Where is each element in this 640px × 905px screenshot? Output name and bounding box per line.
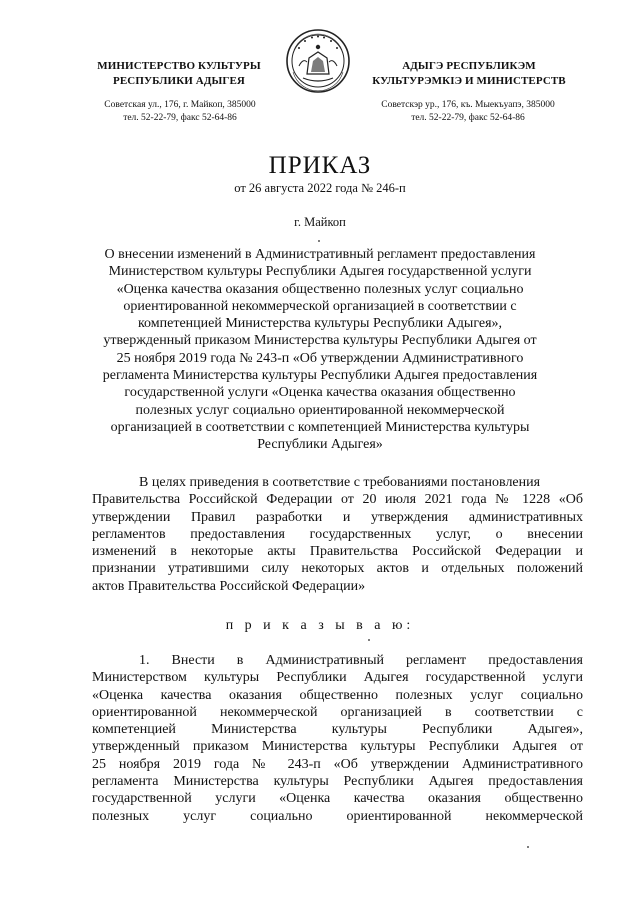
subject-line: 25 ноября 2019 года № 243-п «Об утверждении Административного	[116, 350, 524, 366]
document-date: от 26 августа 2022 года № 246-п	[234, 181, 406, 195]
document-title: ПРИКАЗ	[268, 152, 372, 179]
header-left-line: РЕСПУБЛИКИ АДЫГЕЯ	[113, 75, 245, 87]
item-1-line: «Оценка качества оказания общественно полезных услуг социально	[92, 687, 583, 703]
item-1-line: ориентированной некоммерческой организацией в соответствии с	[92, 704, 583, 720]
address-adyghe	[343, 99, 593, 125]
ministry-name-russian	[54, 59, 304, 89]
item-1-line: государственной услуги «Оценка качества оказания общественно	[92, 791, 583, 807]
document-city: г. Майкоп	[294, 215, 346, 229]
header-right-line: КУЛЬТУРЭМКIЭ И МИНИСТЕРСТВ	[372, 75, 566, 87]
preamble-line: утверждении Правил разработки и утверждения административных	[92, 509, 583, 525]
preamble-line: регламентов предоставления государственных услуг, о внесении	[92, 526, 583, 542]
scan-speck	[318, 240, 320, 242]
scan-speck	[527, 846, 529, 848]
item-1-line: полезных услуг социально ориентированной некоммерческой	[92, 808, 583, 824]
item-1-line: Министерством культуры Республики Адыгея государственной услуги	[92, 670, 583, 686]
subject-line: О внесении изменений в Административный регламент предоставления	[104, 247, 536, 262]
order-word: п р и к а з ы в а ю:	[225, 618, 415, 633]
item-1-line: 1. Внести в Административный регламент предоставления	[139, 653, 583, 668]
subject-line: Республики Адыгея»	[257, 437, 383, 453]
item-1-line: утвержденный приказом Министерства культуры Республики Адыгея от	[92, 739, 583, 755]
address-line: Советская ул., 176, г. Майкоп, 385000	[104, 100, 256, 110]
item-1-line: компетенцией Министерства культуры Республики Адыгея»,	[92, 722, 583, 738]
address-line: тел. 52-22-79, факс 52-64-86	[123, 113, 237, 123]
subject-line: утвержденный приказом Министерства культуры Республики Адыгея от	[103, 333, 537, 349]
preamble-line: изменений в некоторые акты Правительства Российской Федерации и	[92, 544, 583, 560]
subject-line: полезных услуг социально ориентированной некоммерческой	[135, 402, 505, 418]
item-1-line: регламента Министерства культуры Республики Адыгея предоставления	[92, 774, 583, 790]
preamble-line: Правительства Российской Федерации от 20 июля 2021 года № 1228 «Об	[92, 492, 583, 508]
subject-line: компетенцией Министерства культуры Республики Адыгея»,	[137, 316, 503, 332]
subject-line: организацией в соответствии с компетенцией Министерства культуры	[110, 419, 530, 435]
document-subject	[100, 246, 540, 454]
ministry-name-adyghe	[344, 59, 594, 89]
subject-line: «Оценка качества оказания общественно полезных услуг социально	[116, 281, 524, 297]
subject-line: государственной услуги «Оценка качества оказания общественно	[124, 385, 516, 401]
address-line: тел. 52-22-79, факс 52-64-86	[411, 113, 525, 123]
address-line: Советскэр ур., 176, къ. Мыекъуапэ, 385000	[381, 100, 555, 110]
preamble-line: В целях приведения в соответствие с требованиями постановления	[139, 475, 541, 490]
preamble-line: актов Правительства Российской Федерации»	[92, 578, 366, 594]
subject-line: регламента Министерства культуры Республики Адыгея предоставления	[102, 368, 538, 384]
subject-line: ориентированной некоммерческой организацией в соответствии с	[123, 298, 517, 314]
adygea-emblem-icon	[285, 28, 351, 94]
subject-line: Министерством культуры Республики Адыгея государственной услуги	[108, 264, 532, 280]
item-1-line: 25 ноября 2019 года № 243-п «Об утверждении Административного	[92, 756, 583, 772]
preamble-paragraph	[92, 474, 583, 595]
item-1-paragraph	[92, 652, 583, 825]
scan-speck	[368, 639, 370, 641]
header-left-line: МИНИСТЕРСТВО КУЛЬТУРЫ	[97, 60, 261, 72]
header-right-line: АДЫГЭ РЕСПУБЛИКЭМ	[402, 60, 536, 72]
preamble-line: признании утратившими силу некоторых актов и отдельных положений	[92, 561, 583, 577]
address-russian	[55, 99, 305, 125]
